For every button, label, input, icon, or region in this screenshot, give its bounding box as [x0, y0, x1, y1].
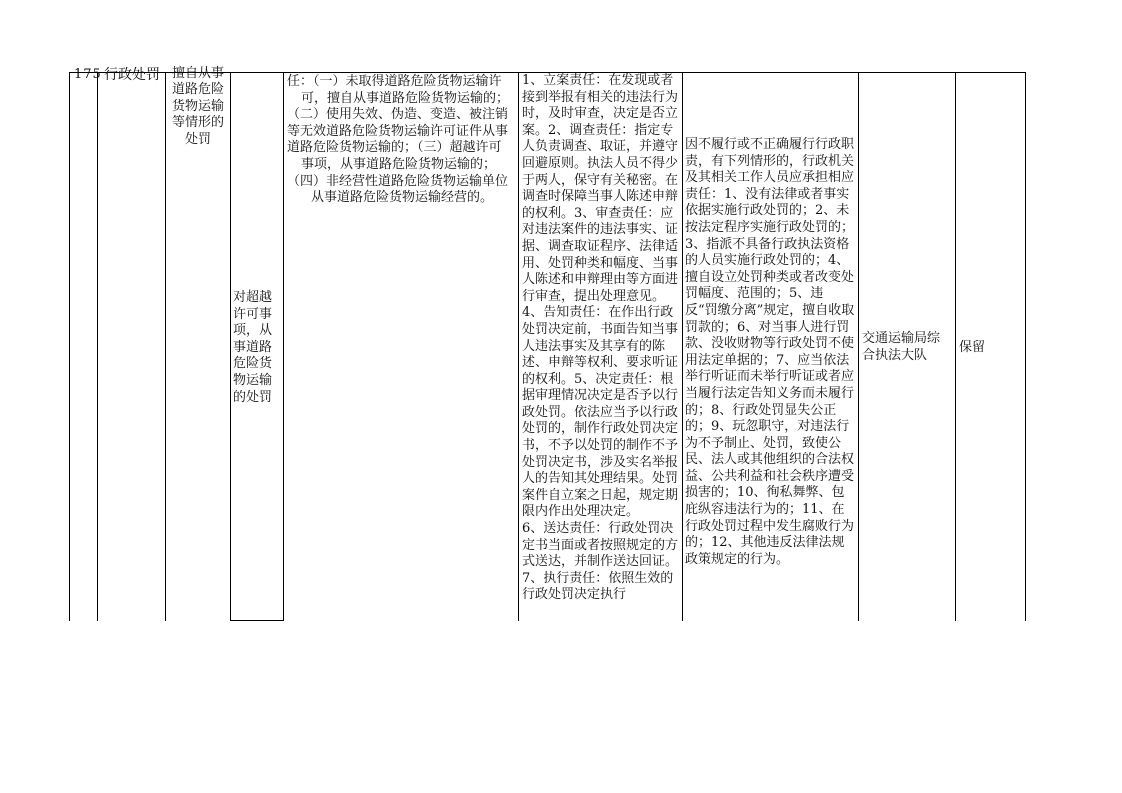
table-border-right	[1025, 72, 1026, 621]
col-divider-3	[230, 72, 231, 621]
item-name-cell	[166, 66, 230, 173]
basis-line: 道路危险货物运输的；（三）超越许可	[287, 140, 502, 156]
col-divider-7	[858, 72, 859, 621]
basis-line: 从事道路危险货物运输经营的。	[311, 190, 494, 206]
accountability-text: 因不履行或不正确履行行政职责，有下列情形的，行政机关及其相关工作人员应承担相应责任：1、没有法律或者事实依据实施行政处罚的；2、未按法定程序实施行政处罚的；3、指派不具备行政执法资格的人员实施行政处罚的；4、擅自设立处罚种类或者改变处罚幅度、范围的；5、违反“罚缴分离”规定，擅自收取罚款的；6、对当事人进行罚款、没收财物等行政处罚不使用法定单据的；7、应当依法举行听证而未举行听证或者应当履行法定告知义务而未履行的；8、行政处罚显失公正的；9、玩忽职守，对违法行为不予制止、处罚，致使公民、法人或其他组织的合法权益、公共利益和社会秩序遭受损害的；10、徇私舞弊、包庇纵容违法行为的；11、在行政处罚过程中发生腐败行为的；12、其他违反法律法规政策规定的行为。	[685, 137, 855, 567]
department-text: 交通运输局综合执法大队	[862, 331, 941, 363]
responsibility-text: 1、立案责任：在发现或者接到举报有相关的违法行为时，及时审查，决定是否立案。2、调查责任：指定专人负责调查、取证，并遵守回避原则。执法人员不得少于两人，保守有关秘密。在调查时保障当事人陈述申辩的权利。3、审查责任：应对违法案件的违法事实、证据、调查取证程序、法律适用、处罚种类和幅度、当事人陈述和申辩理由等方面进行审查，提出处理意见。4、告知责任：在作出行政处罚决定前，书面告知当事人违法事实及其享有的陈述、申辩等权利、要求听证的权利。5、决定责任：根据审理情况决定是否予以行政处罚。依法应当予以行政处罚的，制作行政处罚决定书，不予以处罚的制作不予处罚决定书，涉及实名举报人的告知其处理结果。处罚案件自立案之日起，规定期限内作出处理决定。 6、送达责任：行政处罚决定书当面或者按照规定的方式送达，并制作送达回证。7、执行责任：依照生效的行政处罚决定执行	[522, 73, 679, 603]
col-divider-1	[97, 72, 98, 621]
table-border-left	[69, 72, 70, 621]
seq-number: 175	[74, 67, 102, 82]
basis-line: 可，擅自从事道路危险货物运输的；	[301, 90, 510, 106]
basis-line: （二）使用失效、伪造、变造、被注销	[287, 107, 509, 123]
seq-cell	[70, 67, 102, 93]
basis-line: 事项，从事道路危险货物运输的；	[301, 156, 497, 172]
basis-cell	[284, 73, 518, 213]
col-divider-8	[955, 72, 956, 621]
item-name-text: 擅自从事道路危险货物运输等情形的处罚	[171, 66, 224, 147]
sub-item-text: 对超越许可事项，从事道路危险货物运输的处罚	[233, 290, 273, 405]
basis-line: 任：（一）未取得道路危险货物运输许	[287, 74, 502, 89]
basis-line: （四）非经营性道路危险货物运输单位	[287, 173, 509, 189]
col-divider-6	[682, 72, 683, 621]
basis-text	[287, 74, 517, 207]
category-cell	[98, 67, 165, 93]
category-text: 行政处罚	[104, 67, 160, 83]
basis-line: 等无效道路危险货物运输许可证件从事	[287, 123, 509, 139]
status-text: 保留	[959, 340, 986, 355]
responsibility-cell	[519, 73, 682, 620]
subitem-bottom-border	[230, 620, 283, 621]
